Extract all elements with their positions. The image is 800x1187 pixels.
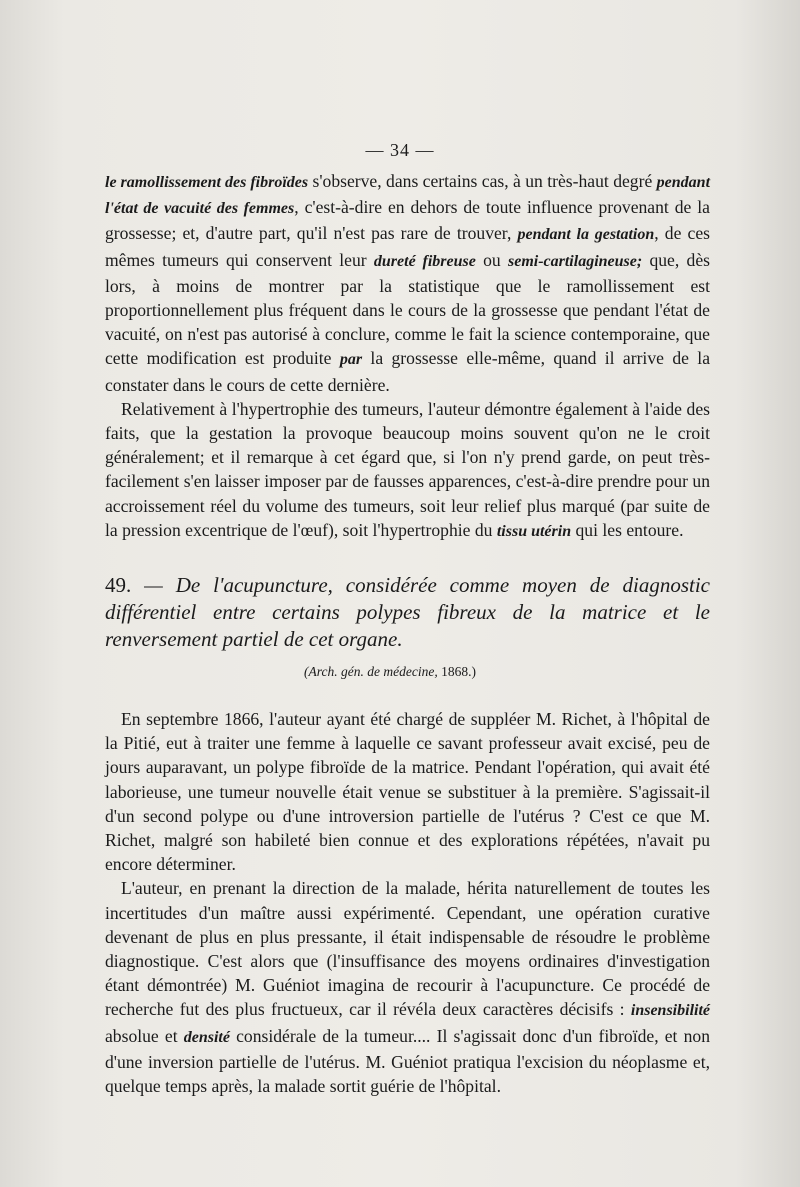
- text-run: considérale de la tumeur.... Il s'agissait donc d'un fibroïde, et non d'une inversion partielle de l'utérus. M. Guéniot pratiqua l'excision du néoplasme et, quelque temps après, la malade sortit guérie de l'hôpital.: [105, 1025, 710, 1097]
- italic-phrase: dureté fibreuse: [373, 252, 476, 270]
- italic-phrase: le ramollissement des fibroïdes: [105, 174, 309, 191]
- italic-phrase: densité: [183, 1028, 230, 1046]
- text-run: s'observe, dans certains cas, à un très-haut degré: [308, 171, 657, 191]
- paragraph-septembre: [105, 707, 710, 876]
- italic-phrase: semi-cartilagineuse;: [507, 252, 643, 270]
- text-run: absolue et: [105, 1025, 184, 1046]
- source-citation: [0, 664, 780, 680]
- source-year: 1868.): [437, 664, 476, 679]
- source-journal: (Arch. gén. de médecine,: [304, 664, 438, 679]
- text-run: , de ces mêmes tumeurs qui conservent leur: [105, 223, 710, 270]
- italic-phrase: tissu utérin: [496, 522, 572, 540]
- paragraph-auteur: [105, 876, 710, 1098]
- text-run: L'auteur, en prenant la direction de la malade, hérita naturellement de toutes les incertitudes d'un maître aussi expérimenté. Cependant, une opération curative devenant de plus en plus pressante, il était indispensable de résoudre le problème diagnostique. C'est alors que (l'insuffisance des moyens ordinaires d'investigation étant démontrée) M. Guéniot imagina de recourir à l'acupuncture. Ce procédé de recherche fut des plus fructueux, car il révéla deux caractères décisifs :: [105, 878, 710, 1020]
- entry-heading: [105, 572, 710, 653]
- text-block-bottom: [105, 707, 710, 1098]
- text-run: , c'est-à-dire en dehors de toute influence provenant de la grossesse; et, d'autre part, qu'il n'est pas rare de trouver,: [105, 197, 710, 244]
- text-run: ou: [475, 249, 508, 270]
- entry-number: 49.: [105, 573, 132, 597]
- entry-title: — De l'acupuncture, considérée comme moyen de diagnostic différentiel entre certains polypes fibreux de la matrice et le renversement partiel de cet organe.: [105, 573, 710, 651]
- italic-phrase: pendant l'état de vacuité des femmes: [105, 174, 711, 218]
- text-run: la grossesse elle-même, quand il arrive de la constater dans le cours de cette dernière.: [105, 348, 710, 395]
- page-number: — 34 —: [365, 140, 435, 160]
- italic-phrase: insensibilité: [630, 1002, 710, 1020]
- text-run: Relativement à l'hypertrophie des tumeurs, l'auteur démontre également à l'aide des faits, que la gestation la provoque beaucoup moins souvent qu'on ne le croit généralement; et il remarque à cet égard que, si l'on n'y prend garde, on peut très-facilement s'en laisser imposer par de fausses apparences, c'est-à-dire prendre pour un accroissement réel du volume des tumeurs, soit leur relief plus marqué (par suite de la pression excentrique de l'œuf), soit l'hypertrophie du: [105, 398, 710, 540]
- paragraph-ramollissement: [105, 169, 710, 397]
- italic-phrase: par: [339, 351, 363, 369]
- paragraph-hypertrophie: [105, 397, 710, 544]
- text-run: En septembre 1866, l'auteur ayant été chargé de suppléer M. Richet, à l'hôpital de la Pitié, eut à traiter une femme à laquelle ce savant professeur avait excisé, peu de jours auparavant, un polype fibroïde de la matrice. Pendant l'opération, qui avait été laborieuse, une tumeur nouvelle était venue se substituer à la première. S'agissait-il d'un second polype ou d'une introversion partielle de l'utérus ? C'est ce que M. Richet, malgré son habileté bien connue et des explorations répétées, n'avait pu encore déterminer.: [105, 709, 710, 875]
- text-run: que, dès lors, à moins de montrer par la statistique que le ramollissement est proportionnellement plus fréquent dans le cours de la grossesse que pendant l'état de vacuité, on n'est pas autorisé à conclure, comme le fait la science contemporaine, que cette modification est produite: [105, 249, 710, 369]
- text-block-top: [105, 169, 710, 544]
- italic-phrase: pendant la gestation: [517, 226, 655, 244]
- text-run: qui les entoure.: [571, 519, 684, 540]
